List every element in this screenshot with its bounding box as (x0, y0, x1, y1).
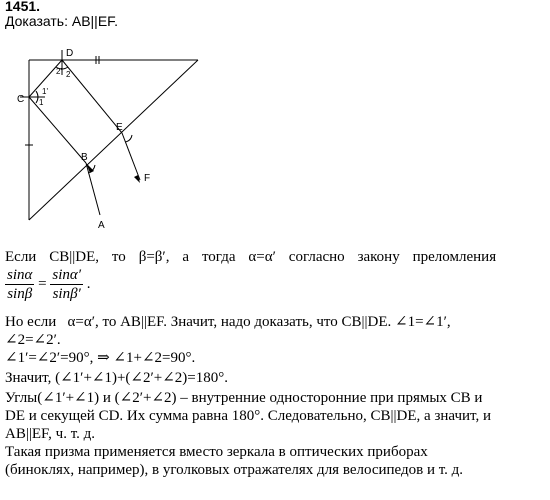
ray-e-f (122, 133, 140, 180)
label-a: A (98, 220, 105, 231)
label-angle-1: 1 (39, 98, 44, 107)
problem-number: 1451. (5, 0, 41, 14)
fraction-right: $\frac{\sin\alpha'}{\sin\beta'}$ (52, 267, 82, 302)
text-line-6: Значит, (∠1′+∠1)+(∠2′+∠2)=180°. (5, 370, 229, 386)
snell-formula: $\frac{\sin\alpha}{\sin\beta}$ = $\frac{\sin\alpha'}{\sin\beta'}$ . (7, 267, 91, 302)
label-angle-2: 2 (66, 70, 71, 79)
label-angle-1p: 1' (42, 87, 48, 96)
text-line-4: ∠2=∠2′. (5, 332, 61, 348)
text-line-8: DE и секущей CD. Их сумма равна 180°. Следовательно, CB||DE, а значит, и (5, 408, 491, 424)
fraction-left: $\frac{\sin\alpha}{\sin\beta}$ (7, 267, 33, 302)
label-f: F (144, 173, 151, 184)
text-line-3: Но если α=α′, то AB||EF. Значит, надо доказать, что CB||DE. ∠1=∠1′, (5, 314, 451, 330)
text-line-7: Углы(∠1′+∠1) и (∠2′+∠2) – внутренние односторонние при прямых CB и (5, 390, 483, 406)
text-line-9: AB||EF, ч. т. д. (5, 426, 95, 442)
task-statement: Доказать: AB||EF. (5, 13, 119, 29)
text-line-1: Если CB||DE, то β=β′, а тогда α=α′ согласно закону преломления (5, 249, 497, 265)
label-b: B (81, 152, 88, 163)
label-e: E (116, 122, 123, 133)
text-line-11: (биноклях, например), в уголковых отражателях для велосипедов и т. д. (5, 462, 464, 478)
prism-hypotenuse (29, 60, 198, 220)
text-line-10: Такая призма применяется вместо зеркала в оптических приборах (5, 444, 428, 460)
label-d: D (66, 48, 74, 59)
ray-d-e (62, 60, 122, 133)
ray-c-b (29, 97, 86, 163)
angle-arc-e (125, 135, 132, 142)
prism-figure (0, 35, 320, 240)
label-c: C (17, 94, 25, 105)
text-line-5: ∠1′=∠2′=90°, ⇒ ∠1+∠2=90°. (5, 350, 196, 366)
label-angle-2p: 2' (56, 67, 62, 76)
